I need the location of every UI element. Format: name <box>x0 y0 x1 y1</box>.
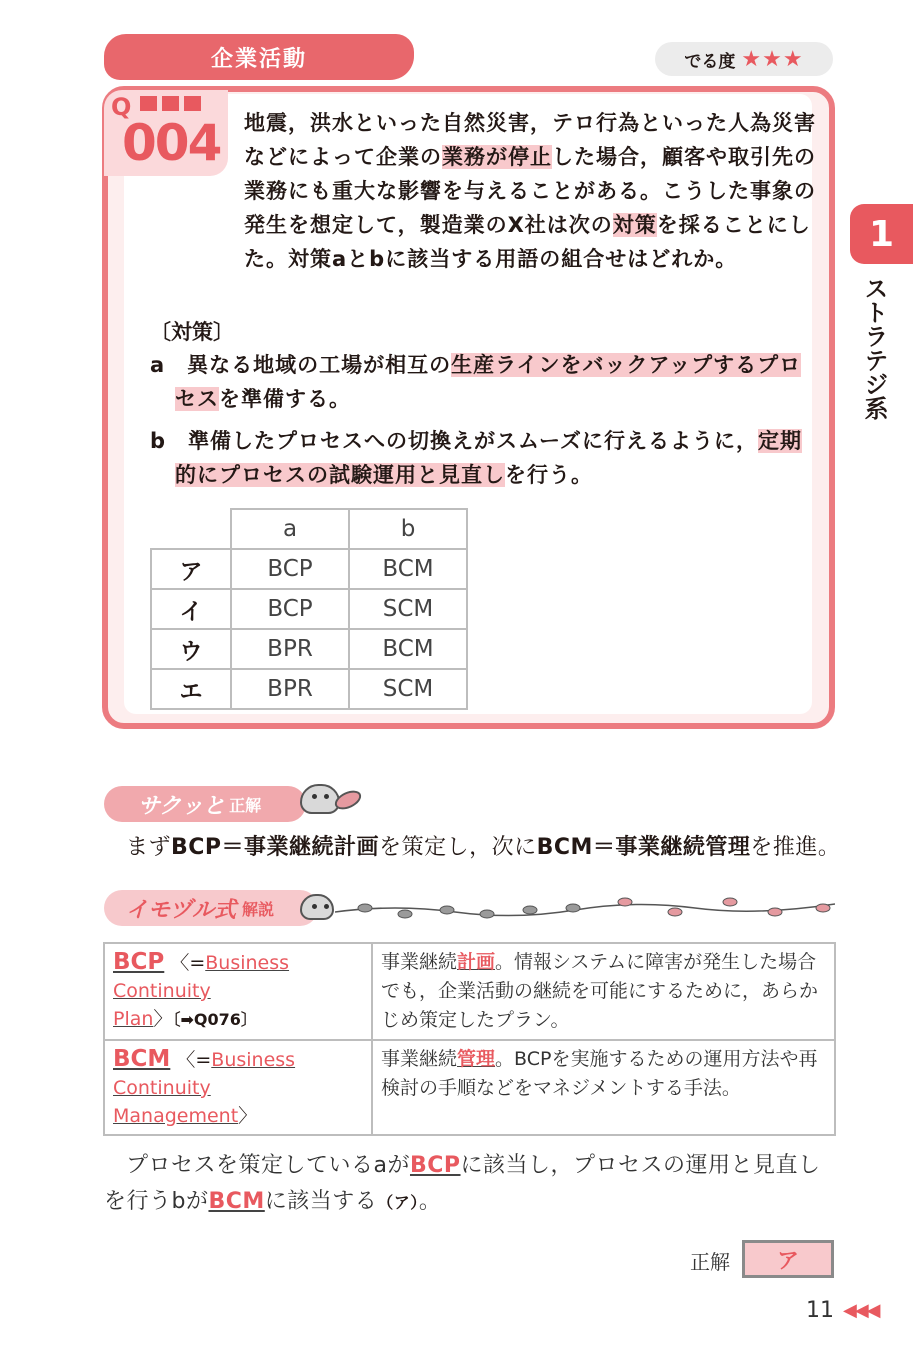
measure-label: b <box>150 429 167 453</box>
star-icon: ★★★ <box>741 46 804 72</box>
quick-answer-badge <box>104 786 306 822</box>
choice-b: SCM <box>349 589 467 629</box>
vine-decoration-icon <box>335 894 835 924</box>
choice-table <box>150 508 468 710</box>
check-box-icon <box>140 96 157 111</box>
quick-title: サクッと <box>138 793 226 819</box>
mascot-icon <box>300 784 340 814</box>
table-row <box>104 943 835 1040</box>
quick-answer-text: まずBCP＝事業継続計画を策定し，次にBCM＝事業継続管理を推進。 <box>126 835 841 860</box>
quick-subtitle: 正解 <box>229 795 262 815</box>
choice-key: ア <box>151 549 231 589</box>
explanation-badge <box>104 890 318 926</box>
term-full: Plan <box>113 1008 154 1030</box>
frequency-label: でる度 <box>684 51 736 72</box>
question-number: 004 <box>122 114 221 172</box>
measure-label: a <box>150 353 166 377</box>
table-row <box>151 589 467 629</box>
column-header: a <box>231 509 349 549</box>
page-arrows-icon: ◀◀◀ <box>843 1300 879 1321</box>
choice-b: SCM <box>349 669 467 709</box>
choice-key: ウ <box>151 629 231 669</box>
cross-reference: 〔➡Q076〕 <box>172 1010 257 1029</box>
definition-cell: 事業継続管理。BCPを実施するための運用方法や再検討の手順などをマネジメントする手法。 <box>372 1040 835 1135</box>
table-header-row <box>151 509 467 549</box>
answer-value: ア <box>776 1248 799 1274</box>
category-banner <box>104 34 414 80</box>
term-cell: BCM 〈=Business Continuity Management〉 <box>104 1040 372 1135</box>
column-header: b <box>349 509 467 549</box>
question-prefix: Q <box>111 93 132 121</box>
table-row <box>151 549 467 589</box>
term-abbr: BCM <box>113 1046 171 1072</box>
chapter-tab-number: 1 <box>850 204 913 264</box>
explanation-subtitle: 解説 <box>242 899 275 919</box>
term-full: Business Continuity <box>113 952 290 1002</box>
choice-a: BPR <box>231 629 349 669</box>
term-abbr: BCP <box>113 949 165 975</box>
term-table <box>103 942 836 1136</box>
measure-b: b 準備したプロセスへの切換えがスムーズに行えるように，定期的にプロセスの試験運用と見直しを行う。 <box>150 429 802 487</box>
choice-a: BPR <box>231 669 349 709</box>
choice-b: BCM <box>349 629 467 669</box>
answer-box <box>742 1240 834 1278</box>
highlight: 対策 <box>612 213 657 237</box>
highlight: プロセス <box>175 353 802 411</box>
explanation-title: イモヅル式 <box>126 897 237 923</box>
choice-key: エ <box>151 669 231 709</box>
checkbox-icons <box>140 96 201 111</box>
highlight: 定期的にプロセスの試験運用と見直し <box>175 429 802 487</box>
check-box-icon <box>184 96 201 111</box>
table-row <box>151 669 467 709</box>
highlight: 業務が停止 <box>442 145 552 169</box>
question-text: 地震，洪水といった自然災害，テロ行為といった人為災害などによって企業の業務が停止した場合，顧客や取引先の業務にも重大な影響を与えることがある。こうした事象の発生を想定して，製造業のX社は次の対策を採ることにした。対策aとbに該当する用語の組合せはどれか。 <box>244 111 816 271</box>
term-cell: BCP 〈=Business Continuity Plan〉〔➡Q076〕 <box>104 943 372 1040</box>
frequency-pill <box>655 42 833 76</box>
highlight: 生産ラインをバックアップする <box>451 353 758 377</box>
chapter-tab-label: ストラテジ系 <box>860 276 888 420</box>
conclusion-paragraph: プロセスを策定しているaがBCPに該当し，プロセスの運用と見直しを行うbがBCMに該当する（ア）。 <box>104 1153 821 1214</box>
category-title: 企業活動 <box>210 46 307 72</box>
choice-key: イ <box>151 589 231 629</box>
mascot-icon <box>300 894 334 920</box>
page-number: 11 <box>806 1298 834 1323</box>
definition-cell: 事業継続計画。情報システムに障害が発生した場合でも，企業活動の継続を可能にするために，あらかじめ策定したプラン。 <box>372 943 835 1040</box>
term-full: Management <box>113 1105 239 1127</box>
measure-a: a 異なる地域の工場が相互の生産ラインをバックアップするプロセスを準備する。 <box>150 353 802 411</box>
measures-heading: 〔対策〕 <box>150 320 234 344</box>
choice-a: BCP <box>231 589 349 629</box>
table-row <box>104 1040 835 1135</box>
check-box-icon <box>162 96 179 111</box>
choice-b: BCM <box>349 549 467 589</box>
table-row <box>151 629 467 669</box>
choice-a: BCP <box>231 549 349 589</box>
term-full: Business Continuity <box>113 1049 296 1099</box>
answer-label: 正解 <box>690 1250 730 1274</box>
